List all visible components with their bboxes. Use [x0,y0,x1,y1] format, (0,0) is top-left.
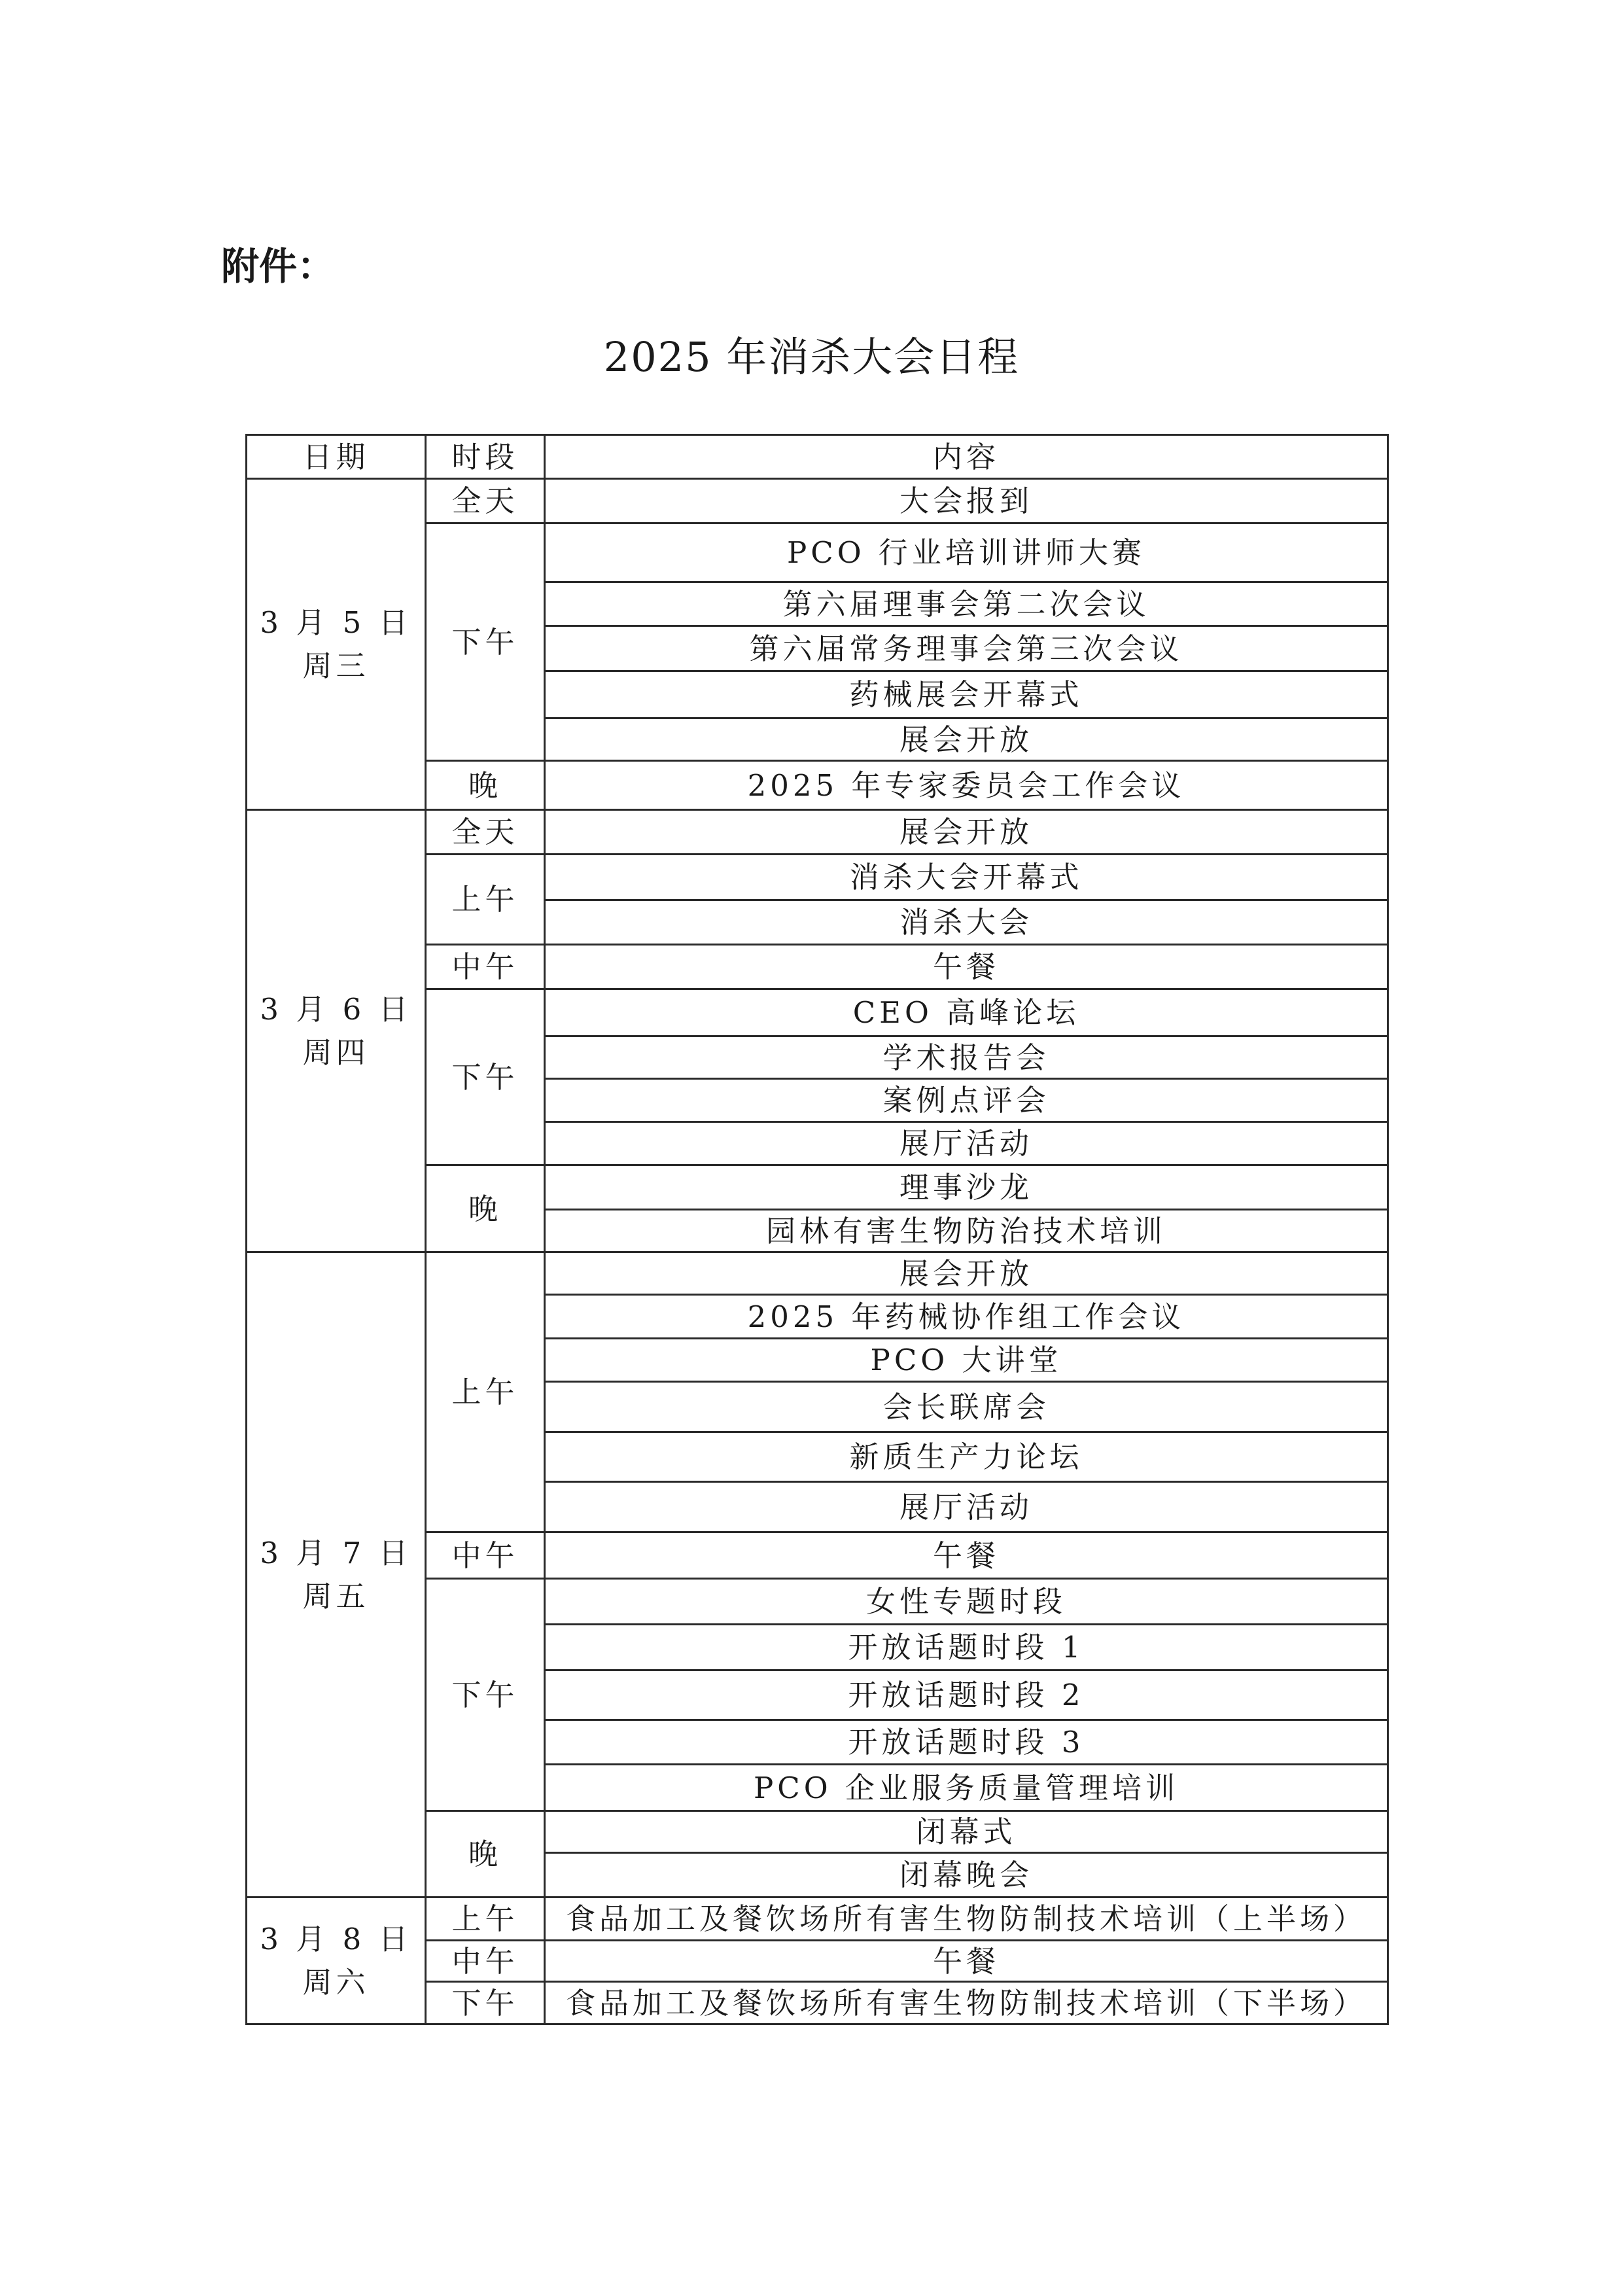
content-cell: 女性专题时段 [545,1579,1388,1625]
content-cell: 新质生产力论坛 [545,1432,1388,1482]
date-cell [247,1898,426,2024]
period-cell: 全天 [426,479,545,523]
date-label: 3 月 7 日 [260,1536,412,1571]
schedule-row [247,1252,1388,1295]
header-content: 内容 [545,435,1388,479]
header-date: 日期 [247,435,426,479]
content-cell: CEO 高峰论坛 [545,989,1388,1036]
period-cell: 晚 [426,761,545,810]
document-title: 2025 年消杀大会日程 [603,333,1020,381]
date-label: 3 月 5 日 [260,605,412,641]
content-cell: 药械展会开幕式 [545,671,1388,718]
date-cell [247,479,426,810]
period-cell: 下午 [426,1982,545,2024]
content-cell: PCO 大讲堂 [545,1339,1388,1382]
content-cell: 闭幕式 [545,1811,1388,1853]
content-cell: 大会报到 [545,479,1388,523]
date-label: 3 月 8 日 [260,1922,412,1957]
period-cell: 上午 [426,855,545,945]
period-cell: 中午 [426,1941,545,1982]
content-cell: 开放话题时段 3 [545,1720,1388,1765]
content-cell: 午餐 [545,1532,1388,1579]
period-cell: 下午 [426,1579,545,1811]
weekday-label: 周四 [302,1034,370,1070]
content-cell: 食品加工及餐饮场所有害生物防制技术培训（下半场） [545,1982,1388,2024]
weekday-label: 周五 [302,1578,370,1614]
weekday-label: 周三 [302,648,370,683]
period-cell: 下午 [426,989,545,1165]
period-cell: 晚 [426,1165,545,1252]
content-cell: PCO 企业服务质量管理培训 [545,1765,1388,1811]
content-cell: 食品加工及餐饮场所有害生物防制技术培训（上半场） [545,1898,1388,1941]
content-cell: 消杀大会开幕式 [545,855,1388,900]
content-cell: 2025 年专家委员会工作会议 [545,761,1388,810]
content-cell: 第六届常务理事会第三次会议 [545,626,1388,671]
content-cell: 园林有害生物防治技术培训 [545,1210,1388,1252]
content-cell: PCO 行业培训讲师大赛 [545,523,1388,582]
content-cell: 闭幕晚会 [545,1853,1388,1898]
period-cell: 中午 [426,1532,545,1579]
content-cell: 展会开放 [545,718,1388,761]
schedule-table [245,434,1389,2025]
period-cell: 上午 [426,1252,545,1532]
period-cell: 全天 [426,810,545,855]
weekday-label: 周六 [302,1964,370,2000]
content-cell: 展会开放 [545,1252,1388,1295]
period-cell: 上午 [426,1898,545,1941]
content-cell: 开放话题时段 2 [545,1670,1388,1720]
schedule-row [247,1898,1388,1941]
schedule-row [247,810,1388,855]
content-cell: 理事沙龙 [545,1165,1388,1210]
content-cell: 案例点评会 [545,1079,1388,1122]
content-cell: 展会开放 [545,810,1388,855]
date-cell [247,810,426,1252]
content-cell: 第六届理事会第二次会议 [545,582,1388,626]
header-row [247,435,1388,479]
date-cell [247,1252,426,1898]
content-cell: 午餐 [545,945,1388,989]
content-cell: 学术报告会 [545,1036,1388,1079]
content-cell: 2025 年药械协作组工作会议 [545,1295,1388,1339]
content-cell: 消杀大会 [545,900,1388,945]
period-cell: 下午 [426,523,545,761]
content-cell: 开放话题时段 1 [545,1625,1388,1670]
period-cell: 中午 [426,945,545,989]
schedule-row [247,479,1388,523]
content-cell: 午餐 [545,1941,1388,1982]
period-cell: 晚 [426,1811,545,1898]
attachment-label: 附件： [221,244,336,289]
content-cell: 展厅活动 [545,1482,1388,1532]
content-cell: 展厅活动 [545,1122,1388,1165]
content-cell: 会长联席会 [545,1382,1388,1432]
header-period: 时段 [426,435,545,479]
date-label: 3 月 6 日 [260,992,412,1027]
